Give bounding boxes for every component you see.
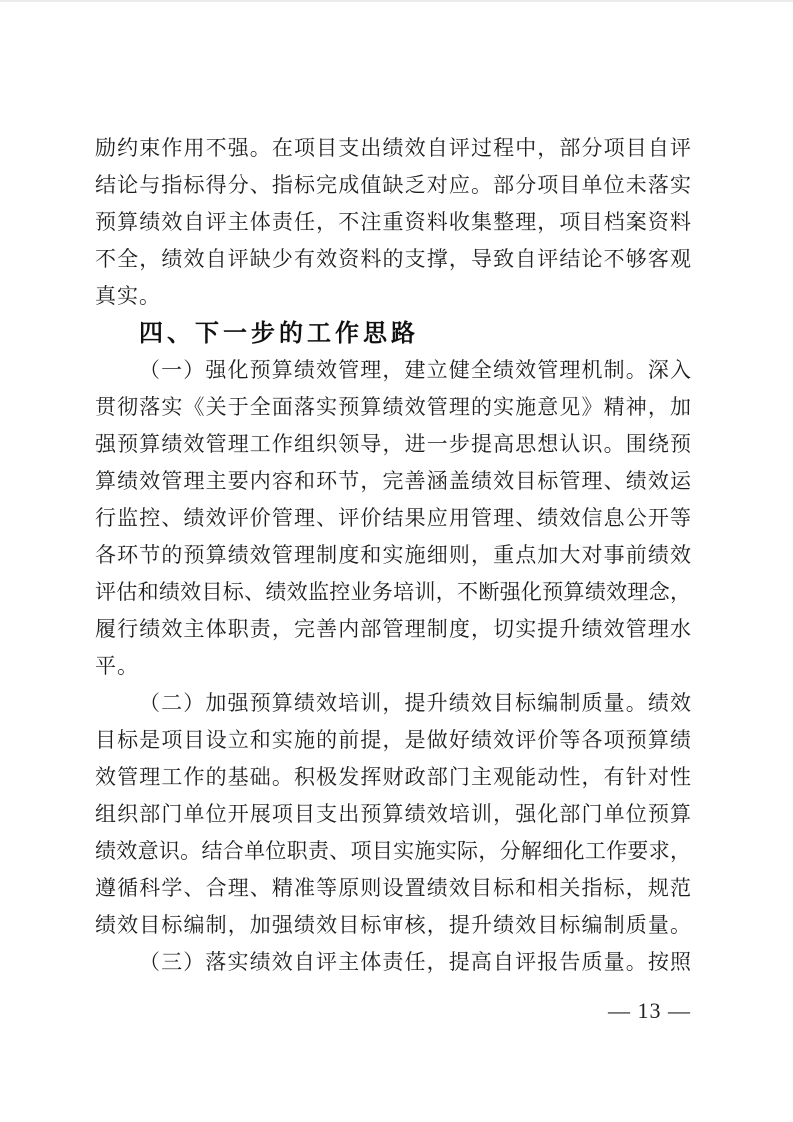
text-line: 励约束作用不强。在项目支出绩效自评过程中，部分项目自评 (95, 136, 691, 160)
text-line: （三）落实绩效自评主体责任，提高自评报告质量。按照 (139, 950, 691, 974)
text-line: 强预算绩效管理工作组织领导，进一步提高思想认识。围绕预 (95, 432, 691, 456)
text-line: 平。 (95, 654, 139, 678)
text-line: 评估和绩效目标、绩效监控业务培训，不断强化预算绩效理念， (95, 580, 691, 604)
text-line: 行监控、绩效评价管理、评价结果应用管理、绩效信息公开等 (95, 506, 691, 530)
text-line: 不全，绩效自评缺少有效资料的支撑，导致自评结论不够客观 (95, 247, 691, 271)
text-line: （二）加强预算绩效培训，提升绩效目标编制质量。绩效 (139, 691, 691, 715)
text-line: 目标是项目设立和实施的前提，是做好绩效评价等各项预算绩 (95, 728, 691, 752)
text-line: 遵循科学、合理、精准等原则设置绩效目标和相关指标，规范 (95, 876, 691, 900)
text-line: 预算绩效自评主体责任，不注重资料收集整理，项目档案资料 (95, 210, 691, 234)
text-line: 贯彻落实《关于全面落实预算绩效管理的实施意见》精神，加 (95, 395, 691, 419)
text-line: （一）强化预算绩效管理，建立健全绩效管理机制。深入 (139, 358, 691, 382)
text-line: 绩效意识。结合单位职责、项目实施实际，分解细化工作要求， (95, 839, 691, 863)
text-line: 真实。 (95, 284, 161, 308)
section-heading: 四、下一步的工作思路 (139, 320, 419, 347)
text-line: 履行绩效主体职责，完善内部管理制度，切实提升绩效管理水 (95, 617, 691, 641)
text-line: 绩效目标编制，加强绩效目标审核，提升绩效目标编制质量。 (95, 913, 691, 937)
text-line: 效管理工作的基础。积极发挥财政部门主观能动性，有针对性 (95, 765, 691, 789)
text-line: 结论与指标得分、指标完成值缺乏对应。部分项目单位未落实 (95, 173, 691, 197)
text-line: 各环节的预算绩效管理制度和实施细则，重点加大对事前绩效 (95, 543, 691, 567)
scan-edge-artifact (0, 0, 793, 2)
text-line: 算绩效管理主要内容和环节，完善涵盖绩效目标管理、绩效运 (95, 469, 691, 493)
text-line: 组织部门单位开展项目支出预算绩效培训，强化部门单位预算 (95, 802, 691, 826)
page-number: — 13 — (608, 998, 691, 1023)
document-page (95, 130, 691, 981)
